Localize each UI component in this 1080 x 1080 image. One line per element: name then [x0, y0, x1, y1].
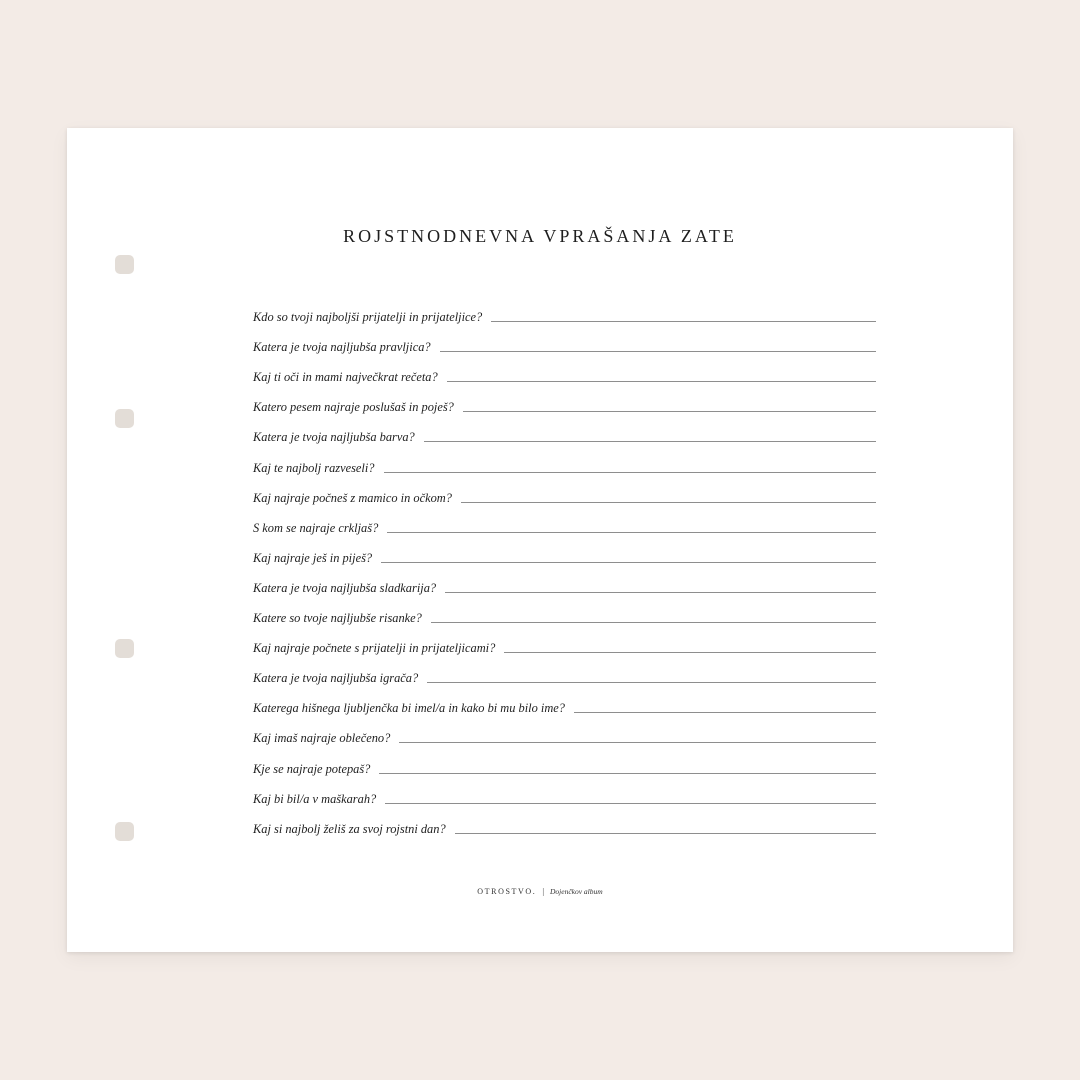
- question-row: [253, 541, 876, 571]
- answer-line[interactable]: [461, 502, 876, 503]
- question-row: [253, 330, 876, 360]
- binder-hole: [115, 822, 134, 841]
- question-text: Katera je tvoja najljubša sladkarija?: [253, 580, 437, 595]
- question-text: Katera je tvoja najljubša pravljica?: [253, 340, 431, 355]
- question-row: [253, 450, 876, 480]
- footer-brand: OTROSTVO.: [477, 887, 537, 896]
- answer-line[interactable]: [399, 742, 876, 743]
- question-row: [253, 691, 876, 721]
- binder-hole: [115, 639, 134, 658]
- answer-line[interactable]: [387, 532, 876, 533]
- answer-line[interactable]: [381, 562, 876, 563]
- question-text: Katera je tvoja najljubša igrača?: [253, 671, 419, 686]
- footer-subtitle: Dojenčkov album: [549, 887, 603, 896]
- album-page: [67, 128, 1013, 952]
- answer-line[interactable]: [574, 712, 876, 713]
- footer-separator: |: [542, 887, 544, 896]
- question-text: Kaj si najbolj želiš za svoj rojstni dan?: [253, 821, 446, 836]
- question-text: Katere so tvoje najljubše risanke?: [253, 611, 422, 626]
- question-text: Kdo so tvoji najboljši prijatelji in prijateljice?: [253, 310, 483, 325]
- answer-line[interactable]: [431, 622, 876, 623]
- question-text: Kaj imaš najraje oblečeno?: [253, 731, 391, 746]
- page-footer: [67, 887, 1013, 896]
- answer-line[interactable]: [424, 441, 876, 442]
- answer-line[interactable]: [384, 472, 877, 473]
- question-row: [253, 571, 876, 601]
- question-row: [253, 631, 876, 661]
- question-text: S kom se najraje crkljaš?: [253, 520, 379, 535]
- answer-line[interactable]: [447, 381, 876, 382]
- binder-hole: [115, 409, 134, 428]
- question-row: [253, 751, 876, 781]
- question-text: Katerega hišnega ljubljenčka bi imel/a in kako bi mu bilo ime?: [253, 701, 566, 716]
- question-row: [253, 782, 876, 812]
- question-row: [253, 511, 876, 541]
- question-row: [253, 300, 876, 330]
- question-text: Kaj najraje ješ in piješ?: [253, 550, 373, 565]
- question-text: Kaj ti oči in mami največkrat rečeta?: [253, 370, 438, 385]
- answer-line[interactable]: [440, 351, 876, 352]
- question-row: [253, 601, 876, 631]
- question-row: [253, 420, 876, 450]
- answer-line[interactable]: [504, 652, 876, 653]
- question-row: [253, 812, 876, 842]
- question-text: Kaj najraje počneš z mamico in očkom?: [253, 490, 452, 505]
- question-row: [253, 390, 876, 420]
- answer-line[interactable]: [379, 773, 876, 774]
- binder-hole: [115, 255, 134, 274]
- question-row: [253, 721, 876, 751]
- question-row: [253, 661, 876, 691]
- question-text: Kje se najraje potepaš?: [253, 761, 371, 776]
- question-text: Kaj bi bil/a v maškarah?: [253, 791, 377, 806]
- question-text: Katera je tvoja najljubša barva?: [253, 430, 415, 445]
- answer-line[interactable]: [385, 803, 876, 804]
- answer-line[interactable]: [427, 682, 876, 683]
- question-text: Katero pesem najraje poslušaš in poješ?: [253, 400, 454, 415]
- question-text: Kaj najraje počnete s prijatelji in prijateljicami?: [253, 641, 496, 656]
- answer-line[interactable]: [445, 592, 876, 593]
- question-row: [253, 481, 876, 511]
- answer-line[interactable]: [463, 411, 876, 412]
- question-text: Kaj te najbolj razveseli?: [253, 460, 375, 475]
- answer-line[interactable]: [455, 833, 876, 834]
- question-list: [253, 300, 876, 842]
- page-title: ROJSTNODNEVNA VPRAŠANJA ZATE: [343, 226, 737, 246]
- question-row: [253, 360, 876, 390]
- answer-line[interactable]: [491, 321, 876, 322]
